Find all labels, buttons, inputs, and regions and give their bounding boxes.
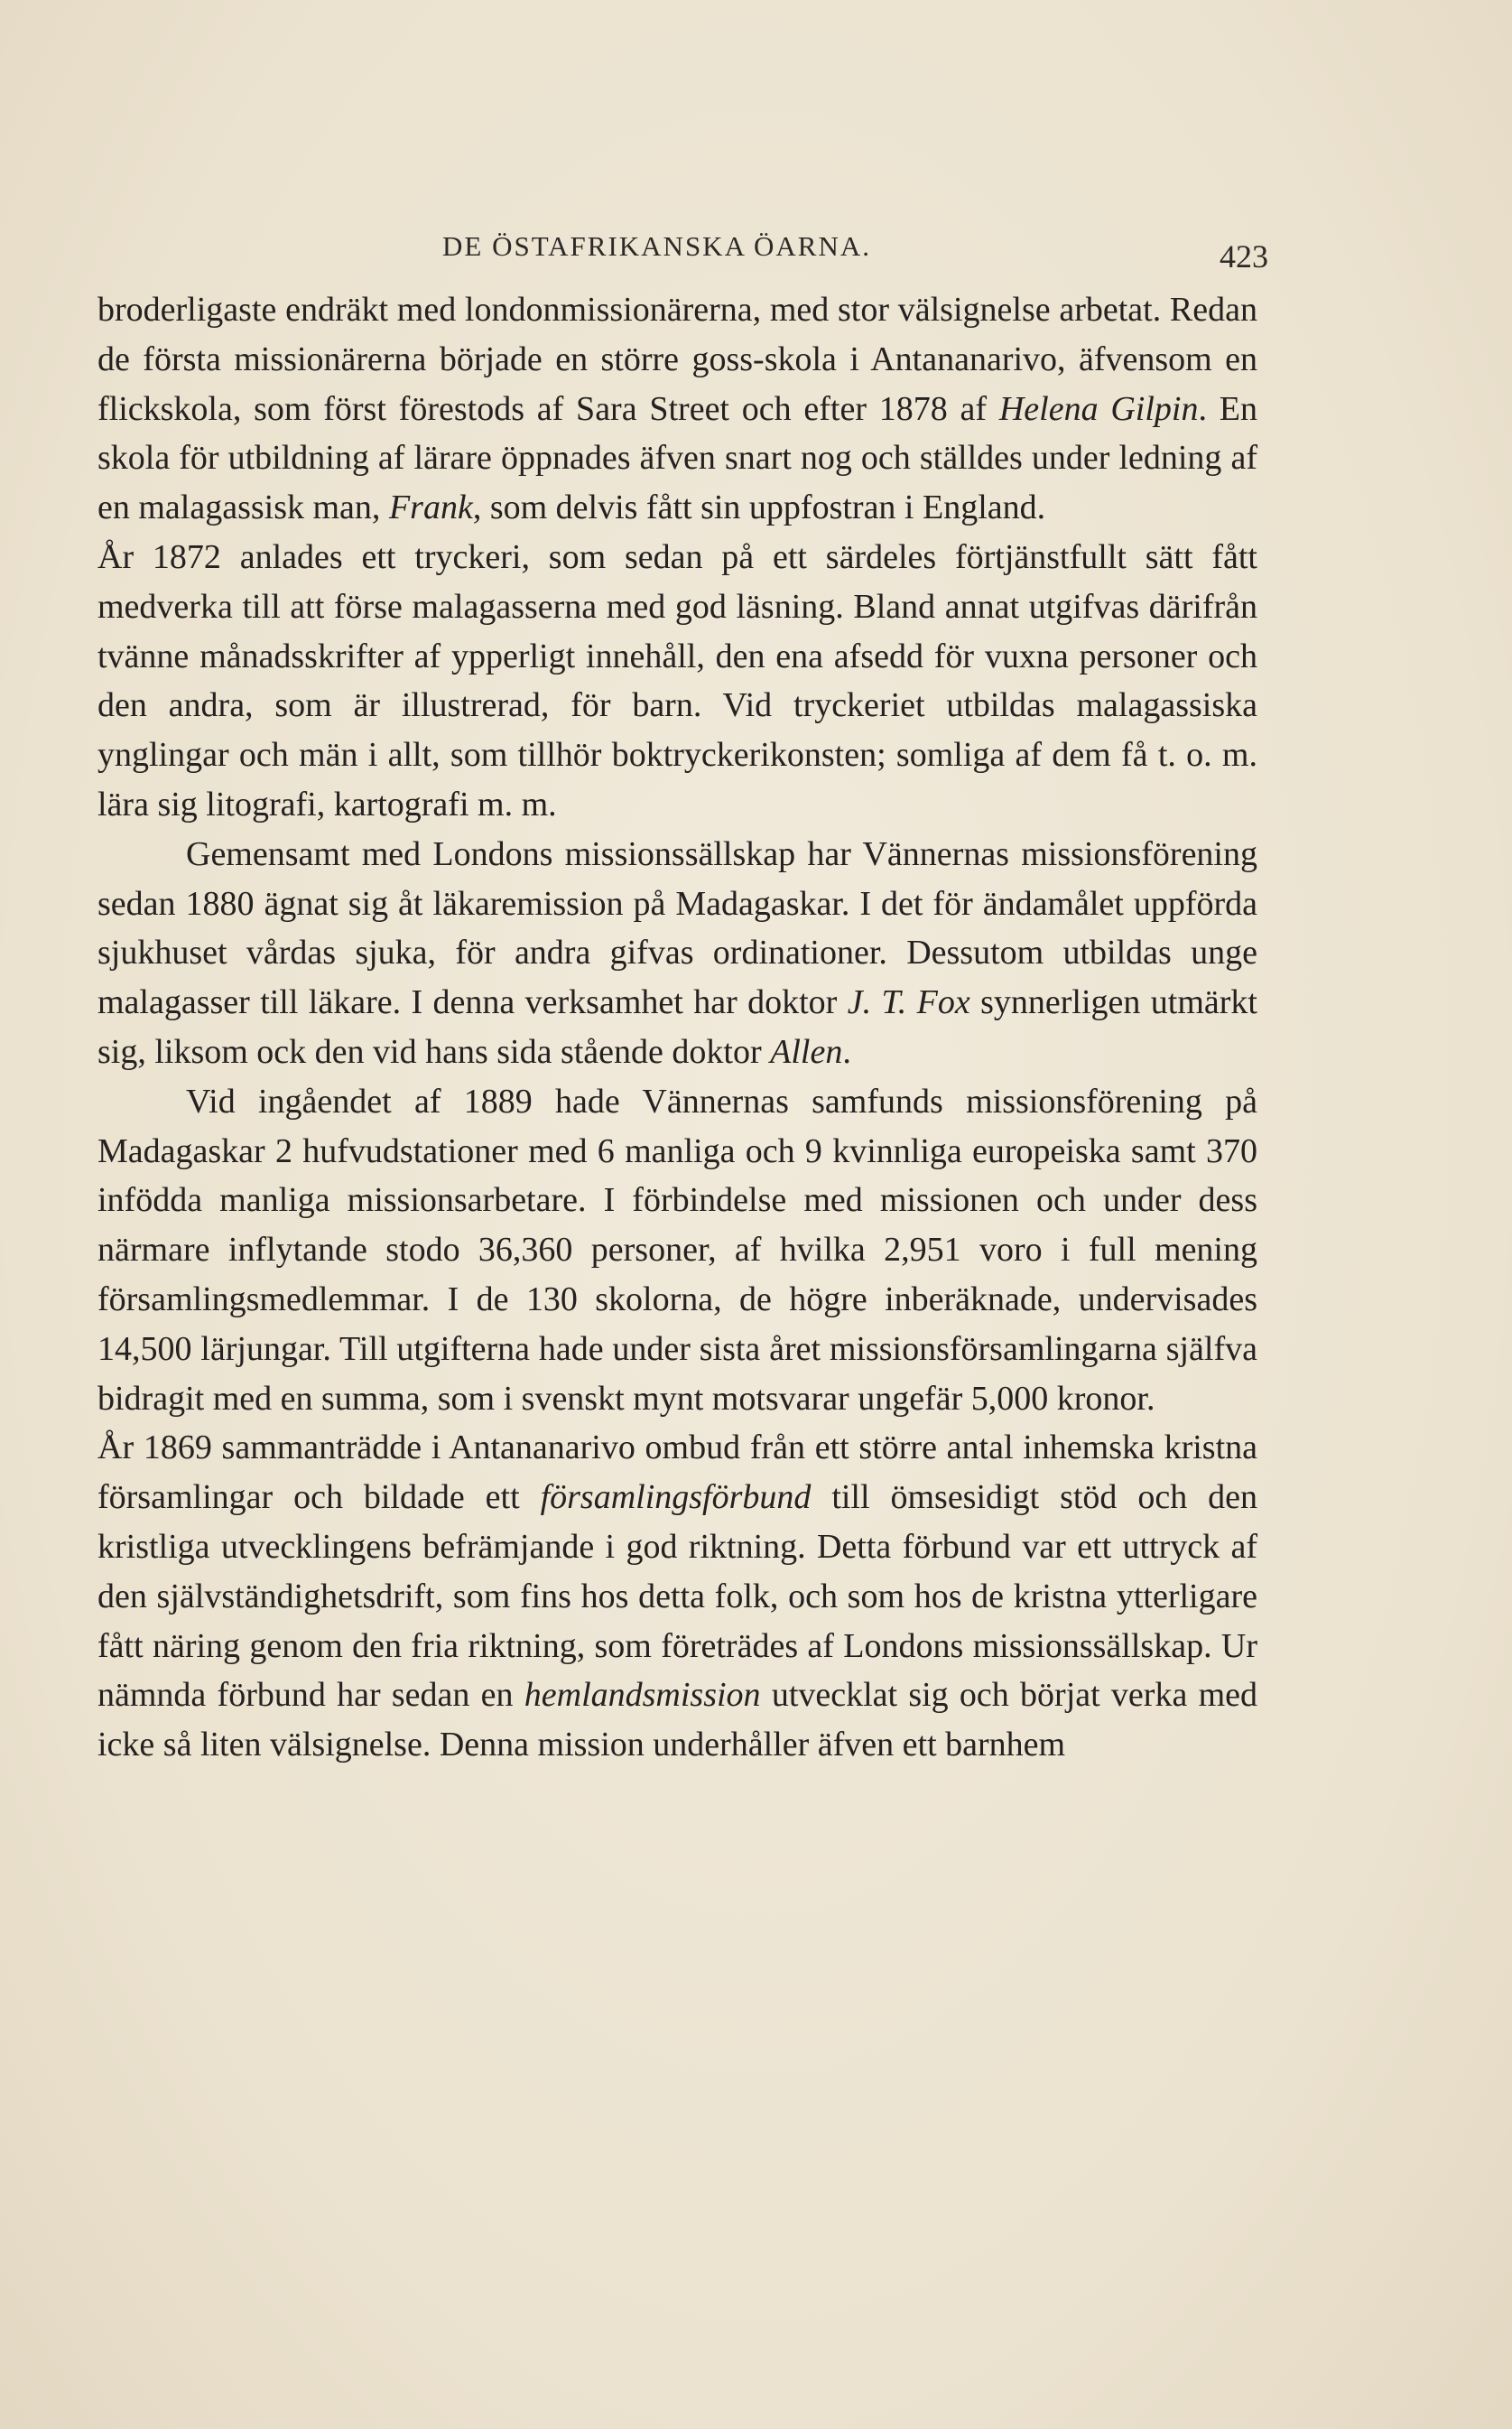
- text-run: synnerligen utmärkt sig, liksom ock den vid hans sida stående doktor: [97, 983, 1257, 1071]
- text-run: Gemensamt med Londons missionssällskap har Vännernas missionsförening sedan 1880 ägnat sig åt läkaremission på Madagaskar. I det för ändamålet uppförda sjukhuset vårdas sjuka, för andra gifvas ordinationer. Dessutom utbildas unge malagasser till läkare. I denna verksamhet har doktor: [97, 834, 1257, 1022]
- italic-name: Frank: [388, 489, 473, 527]
- paragraph: [97, 285, 1257, 533]
- running-head: DE ÖSTAFRIKANSKA ÖARNA.: [442, 230, 871, 262]
- paragraph: [97, 1077, 1257, 1424]
- italic-name: J. T. Fox: [847, 983, 970, 1022]
- text-run: . En skola för utbildning af lärare öppnades äfven snart nog och ställdes under ledning af en malagassisk man,: [97, 389, 1257, 527]
- page-header: [99, 221, 1268, 275]
- body-text: [97, 285, 1257, 1770]
- text-run: År 1872 anlades ett tryckeri, som sedan på ett särdeles förtjänstfullt sätt fått medverka till att förse malagasserna med god läsning. Bland annat utgifvas därifrån tvänne månadsskrifter af ypperligt innehåll, den ena afsedd för vuxna personer och den andra, som är illustrerad, för barn. Vid tryckeriet utbildas malagassiska ynglingar och män i allt, som tillhör boktryckerikonsten; somliga af dem få t. o. m. lära sig litografi, kartografi m. m.: [97, 537, 1257, 824]
- italic-term: församlingsförbund: [540, 1478, 812, 1517]
- italic-name: Allen: [770, 1032, 843, 1071]
- text-run: .: [842, 1032, 851, 1071]
- text-run: broderligaste endräkt med londonmissionärerna, med stor välsignelse arbetat. Redan de första missionärerna började en större goss-skola i Antananarivo, äfvensom en flickskola, som först förestods af Sara Street och efter 1878 af: [97, 291, 1257, 428]
- text-run: utvecklat sig och börjat verka med icke så liten välsignelse. Denna mission underhåller äfven ett barnhem: [97, 1676, 1257, 1764]
- text-run: till ömsesidigt stöd och den kristliga utvecklingens befrämjande i god riktning. Detta förbund var ett uttryck af den självständighetsdrift, som fins hos detta folk, och som hos de kristna ytterligare fått näring genom den fria riktning, som företrädes af Londons missionssällskap. Ur nämnda förbund har sedan en: [97, 1478, 1257, 1715]
- text-run: Vid ingåendet af 1889 hade Vännernas samfunds missionsförening på Madagaskar 2 hufvudstationer med 6 manliga och 9 kvinnliga europeiska samt 370 infödda manliga missionsarbetare. I förbindelse med missionen och under dess närmare inflytande stodo 36,360 personer, af hvilka 2,951 voro i full mening församlingsmedlemmar. I de 130 skolorna, de högre inberäknade, undervisades 14,500 lärjungar. Till utgifterna hade under sista året missionsförsamlingarna själfva bidragit med en summa, som i svenskt mynt motsvarar ungefär 5,000 kronor.: [97, 1082, 1257, 1418]
- italic-name: Helena Gilpin: [998, 389, 1199, 428]
- page-number: 423: [1220, 238, 1268, 275]
- paragraph: [97, 533, 1257, 830]
- text-run: År 1869 sammanträdde i Antananarivo ombud från ett större antal inhemska kristna församlingar och bildade ett: [97, 1429, 1257, 1517]
- text-run: , som delvis fått sin uppfostran i England.: [472, 489, 1046, 527]
- paragraph: [97, 830, 1257, 1077]
- italic-term: hemlandsmission: [524, 1676, 761, 1715]
- paragraph: [97, 1423, 1257, 1770]
